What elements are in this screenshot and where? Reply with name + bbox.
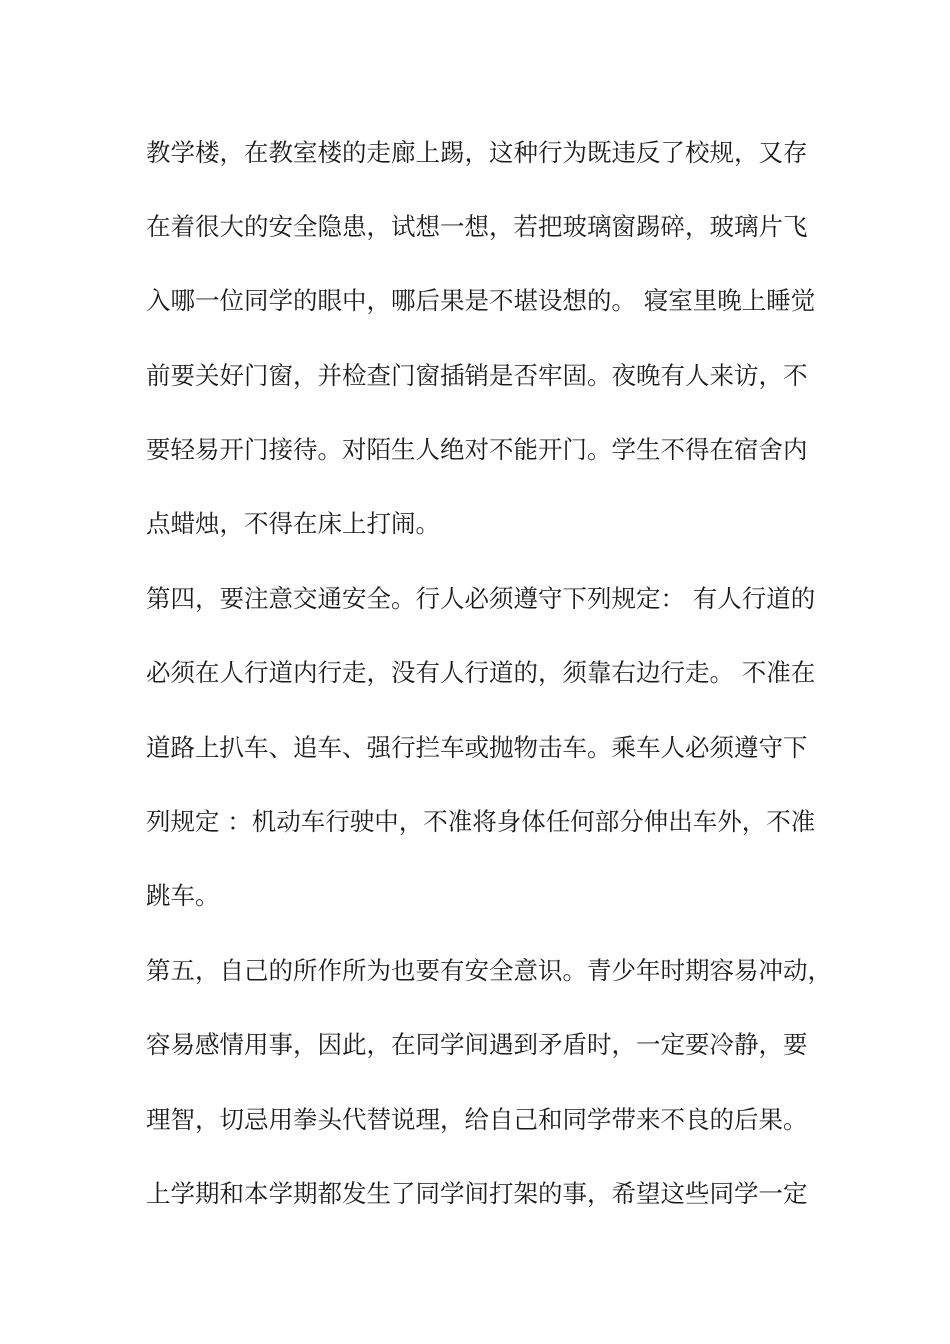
text-line: 点蜡烛，不得在床上打闹。 (146, 509, 440, 538)
text-line: 入哪一位同学的眼中，哪后果是不堪设想的。 寝室里晚上睡觉 (146, 286, 816, 315)
text-line: 理智，切忌用拳头代替说理，给自己和同学带来不良的后果。 (146, 1105, 808, 1134)
text-line: 容易感情用事，因此，在同学间遇到矛盾时，一定要冷静，要 (146, 1030, 808, 1059)
text-line: 道路上扒车、追车、强行拦车或抛物击车。乘车人必须遵守下 (146, 733, 808, 762)
text-line: 第四，要注意交通安全。行人必须遵守下列规定： 有人行道的 (146, 584, 816, 613)
text-line: 上学期和本学期都发生了同学间打架的事，希望这些同学一定 (146, 1179, 808, 1208)
text-line: 跳车。 (146, 881, 220, 910)
text-line: 要轻易开门接待。对陌生人绝对不能开门。学生不得在宿舍内 (146, 435, 808, 464)
text-line: 列规定 ：机动车行驶中，不准将身体任何部分伸出车外，不准 (146, 807, 816, 836)
text-line: 教学楼，在教室楼的走廊上踢，这种行为既违反了校规，又存 (146, 138, 808, 167)
text-line: 第五，自己的所作所为也要有安全意识。青少年时期容易冲动， (146, 956, 832, 985)
text-line: 前要关好门窗，并检查门窗插销是否牢固。夜晚有人来访，不 (146, 361, 808, 390)
text-line: 在着很大的安全隐患，试想一想，若把玻璃窗踢碎，玻璃片飞 (146, 212, 808, 241)
text-line: 必须在人行道内行走，没有人行道的，须靠右边行走。 不准在 (146, 658, 816, 687)
